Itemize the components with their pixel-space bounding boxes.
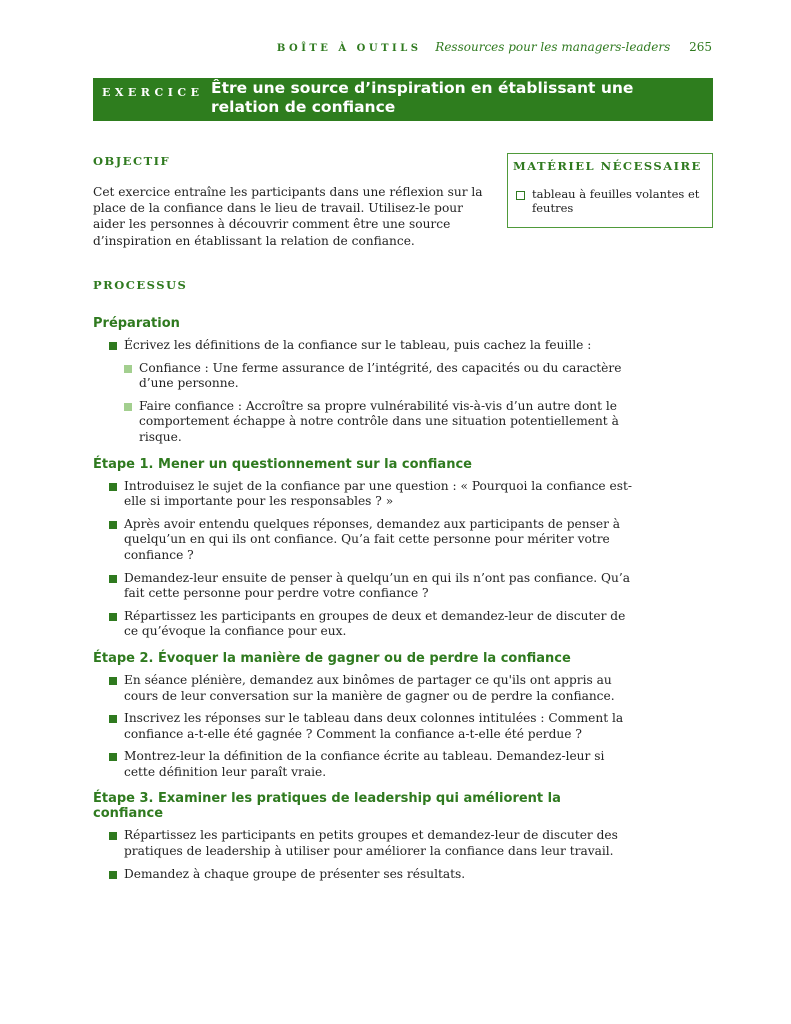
running-head-title: Ressources pour les managers-leaders xyxy=(435,40,671,54)
sub-list-item-text: Confiance : Une ferme assurance de l’intégrité, des capacités ou du caractère d’une personne. xyxy=(139,360,622,391)
materials-item-label: tableau à feuilles volantes et feutres xyxy=(532,187,700,215)
materials-heading: MATÉRIEL NÉCESSAIRE xyxy=(513,159,702,173)
materials-item xyxy=(513,187,707,215)
square-bullet-icon xyxy=(109,753,117,761)
list-item xyxy=(93,479,633,510)
materials-box xyxy=(507,153,713,228)
running-head xyxy=(277,40,712,54)
list-item-text: Après avoir entendu quelques réponses, demandez aux participants de penser à quelqu’un en qui ils ont confiance. Qu’a fait cette personne pour mériter votre confiance ? xyxy=(124,516,621,562)
process-section xyxy=(93,316,633,893)
square-bullet-icon xyxy=(109,483,117,491)
list-item xyxy=(93,517,633,564)
preparation-heading: Préparation xyxy=(93,316,180,331)
objective-heading: OBJECTIF xyxy=(93,154,171,168)
square-bullet-icon xyxy=(109,613,117,621)
list-item xyxy=(93,867,633,883)
sub-list-item-text: Faire confiance : Accroître sa propre vulnérabilité vis-à-vis d’un autre dont le comportement échappe à notre contrôle dans une situation potentiellement à risque. xyxy=(139,398,619,444)
preparation-list xyxy=(93,338,633,446)
page-number: 265 xyxy=(689,40,712,54)
list-item xyxy=(93,711,633,742)
step1-list xyxy=(93,479,633,640)
square-bullet-icon xyxy=(109,521,117,529)
square-bullet-icon xyxy=(109,871,117,879)
exercise-title: Être une source d’inspiration en établissant une relation de confiance xyxy=(211,79,634,116)
list-item-text: Répartissez les participants en petits groupes et demandez-leur de discuter des pratiques de leadership à utiliser pour améliorer la confiance dans leur travail. xyxy=(124,828,618,859)
list-item-text: Introduisez le sujet de la confiance par une question : « Pourquoi la confiance est-elle si importante pour les responsables ? » xyxy=(124,478,632,509)
list-item xyxy=(93,749,633,780)
step2-list xyxy=(93,673,633,781)
list-item xyxy=(93,673,633,704)
list-item-text: Inscrivez les réponses sur le tableau dans deux colonnes intitulées : Comment la confiance a-t-elle été gagnée ? Comment la confiance a-t-elle été perdue ? xyxy=(124,711,624,741)
square-bullet-icon xyxy=(124,365,132,373)
list-item xyxy=(93,571,633,602)
checkbox-icon xyxy=(516,191,525,200)
list-item-text: Montrez-leur la définition de la confiance écrite au tableau. Demandez-leur si cette définition leur paraît vraie. xyxy=(124,749,605,779)
list-item-text: Écrivez les définitions de la confiance sur le tableau, puis cachez la feuille : xyxy=(124,338,592,352)
square-bullet-icon xyxy=(109,575,117,583)
step3-list xyxy=(93,828,633,882)
square-bullet-icon xyxy=(109,342,117,350)
objective-body: Cet exercice entraîne les participants dans une réflexion sur la place de la confiance dans le lieu de travail. Utilisez-le pour aider les personnes à découvrir comment être une source d’inspiration en établissant la relation de confiance. xyxy=(93,185,483,248)
list-item-text: Demandez à chaque groupe de présenter ses résultats. xyxy=(124,866,466,881)
square-bullet-icon xyxy=(109,715,117,723)
sub-list-item xyxy=(124,361,633,392)
step2-heading: Étape 2. Évoquer la manière de gagner ou de perdre la confiance xyxy=(93,650,571,666)
running-head-section: BOÎTE À OUTILS xyxy=(276,43,422,54)
list-item xyxy=(93,609,633,640)
list-item-text: Demandez-leur ensuite de penser à quelqu’un en qui ils n’ont pas confiance. Qu’a fait cette personne pour perdre votre confiance ? xyxy=(124,570,631,601)
list-item-text: Répartissez les participants en groupes de deux et demandez-leur de discuter de ce qu’évoque la confiance pour eux. xyxy=(124,608,626,639)
exercise-label: EXERCICE xyxy=(102,86,204,99)
square-bullet-icon xyxy=(124,403,132,411)
step1-heading: Étape 1. Mener un questionnement sur la confiance xyxy=(93,456,472,472)
list-item xyxy=(93,338,633,446)
square-bullet-icon xyxy=(109,832,117,840)
step3-heading: Étape 3. Examiner les pratiques de leadership qui améliorent la confiance xyxy=(93,791,561,822)
definitions-list xyxy=(124,361,633,446)
square-bullet-icon xyxy=(109,677,117,685)
process-heading: PROCESSUS xyxy=(93,278,188,292)
list-item xyxy=(93,828,633,859)
exercise-banner xyxy=(93,78,713,121)
list-item-text: En séance plénière, demandez aux binômes de partager ce qu'ils ont appris au cours de leur conversation sur la manière de gagner ou de perdre la confiance. xyxy=(124,672,615,703)
sub-list-item xyxy=(124,399,633,446)
